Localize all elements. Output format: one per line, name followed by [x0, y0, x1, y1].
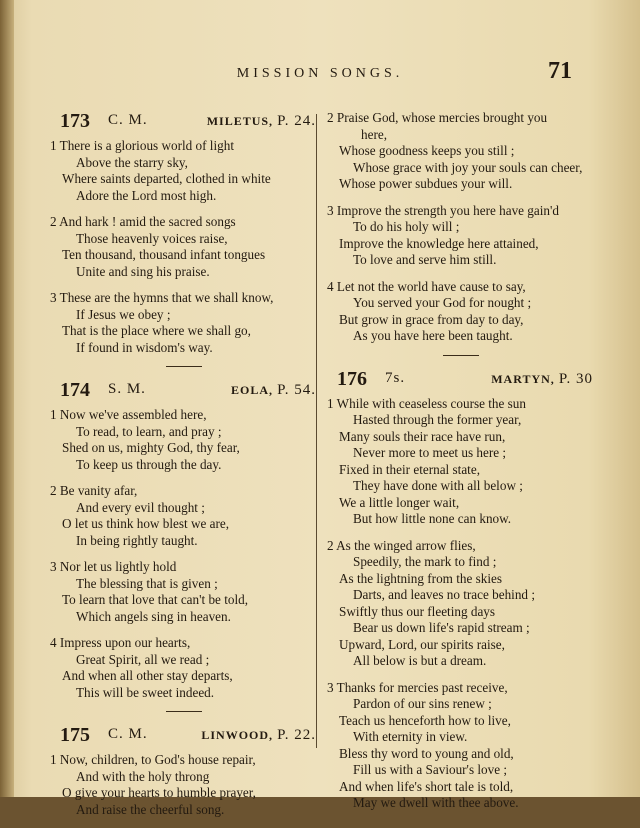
- hymn-meter: S. M.: [108, 381, 146, 397]
- hymn-173: [50, 110, 318, 356]
- tune-name: LINWOOD,: [201, 728, 278, 742]
- verse-line: To love and serve him still.: [353, 252, 497, 267]
- verse-line: O give your hearts to humble prayer,: [62, 785, 256, 800]
- verse-line: 1 Now, children, to God's house repair,: [50, 752, 256, 767]
- verse-line: Those heavenly voices raise,: [76, 230, 228, 246]
- verse-line: And with the holy throng: [76, 768, 210, 784]
- stanza: [50, 407, 318, 473]
- hymn-meter: C. M.: [108, 726, 148, 742]
- verse-line: 2 Praise God, whose mercies brought you: [327, 110, 548, 125]
- verse-line: 1 While with ceaseless course the sun: [327, 395, 526, 411]
- verse-line: Unite and sing his praise.: [76, 263, 210, 279]
- right-column: [327, 110, 595, 822]
- verse-line: 1 Now we've assembled here,: [50, 407, 207, 422]
- hymn-174: [50, 379, 318, 701]
- hymn-header: [327, 368, 595, 396]
- hymn-header: [50, 724, 318, 752]
- tune-name: MARTYN,: [491, 371, 559, 386]
- stanza: [50, 752, 318, 818]
- tune-page: P. 24.: [277, 113, 316, 129]
- verse-line: Fixed in their eternal state,: [339, 461, 480, 477]
- verse-line: You served your God for nought ;: [353, 295, 532, 310]
- hymn-meter: 7s.: [385, 369, 406, 386]
- verse-line: Great Spirit, all we read ;: [76, 651, 210, 667]
- verse-line: To read, to learn, and pray ;: [76, 423, 222, 439]
- stanza: [50, 483, 318, 549]
- running-head: MISSION SONGS.: [236, 66, 404, 81]
- verse-line: To do his holy will ;: [353, 219, 460, 234]
- verse-line: May we dwell with thee above.: [353, 795, 519, 810]
- verse-line: Bear us down life's rapid stream ;: [353, 620, 530, 635]
- verse-line: Whose goodness keeps you still ;: [339, 143, 515, 158]
- verse-line: Never more to meet us here ;: [353, 445, 507, 460]
- tune-reference: [491, 371, 593, 388]
- verse-line: Fill us with a Saviour's love ;: [353, 762, 508, 777]
- verse-line: Whose grace with joy your souls can cheer,: [353, 159, 583, 175]
- stanza: [50, 290, 318, 356]
- verse-line: Adore the Lord most high.: [76, 187, 217, 203]
- tune-page: P. 22.: [277, 727, 316, 743]
- verse-line: The blessing that is given ;: [76, 575, 218, 591]
- verse-line: 2 And hark ! amid the sacred songs: [50, 214, 236, 229]
- stanza: [50, 559, 318, 625]
- verse-line: here,: [361, 126, 387, 142]
- stanza: [327, 110, 595, 193]
- verse-line: 3 Thanks for mercies past receive,: [327, 679, 508, 695]
- hymn-separator: [443, 355, 479, 356]
- tune-page: P. 30: [558, 370, 593, 387]
- hymn-separator: [166, 366, 202, 367]
- verse-line: We a little longer wait,: [339, 494, 460, 510]
- verse-line: This will be sweet indeed.: [76, 684, 215, 700]
- hymn-176: [327, 368, 595, 812]
- verse-line: And every evil thought ;: [76, 499, 205, 515]
- verse-line: And when all other stay departs,: [62, 668, 233, 683]
- verse-line: Above the starry sky,: [76, 154, 188, 170]
- stanza: [327, 279, 595, 345]
- hymn-meter: C. M.: [108, 112, 148, 128]
- verse-line: If Jesus we obey ;: [76, 306, 171, 322]
- verse-line: 3 These are the hymns that we shall know,: [50, 290, 274, 305]
- hymn-number: 174: [60, 379, 90, 401]
- hymn-175-continued: [327, 110, 595, 345]
- verse-line: Improve the knowledge here attained,: [339, 235, 539, 251]
- hymn-number: 175: [60, 724, 90, 746]
- stanza: [50, 214, 318, 280]
- verse-line: If found in wisdom's way.: [76, 339, 213, 355]
- verse-line: To learn that love that can't be told,: [62, 592, 249, 607]
- stanza: [327, 203, 595, 269]
- verse-line: 3 Nor let us lightly hold: [50, 559, 177, 574]
- verse-line: Speedily, the mark to find ;: [353, 554, 497, 569]
- verse-line: In being rightly taught.: [76, 532, 198, 548]
- verse-line: As the lightning from the skies: [339, 570, 502, 586]
- verse-line: 2 As the winged arrow flies,: [327, 537, 476, 553]
- verse-line: But grow in grace from day to day,: [339, 311, 524, 327]
- tune-page: P. 54.: [277, 382, 316, 398]
- verse-line: Hasted through the former year,: [353, 412, 522, 427]
- hymn-header: [50, 110, 318, 138]
- tune-reference: [207, 113, 316, 130]
- verse-line: Many souls their race have run,: [339, 428, 506, 444]
- stanza: [50, 138, 318, 204]
- verse-line: Swiftly thus our fleeting days: [339, 603, 496, 619]
- verse-line: And raise the cheerful song.: [76, 801, 225, 817]
- verse-line: Shed on us, mighty God, thy fear,: [62, 440, 240, 455]
- verse-line: Upward, Lord, our spirits raise,: [339, 636, 505, 652]
- page-gutter-shadow: [0, 0, 14, 797]
- hymn-header: [50, 379, 318, 407]
- verse-line: They have done with all below ;: [353, 478, 523, 493]
- verse-line: Darts, and leaves no trace behind ;: [353, 587, 535, 602]
- tune-name: MILETUS,: [206, 114, 278, 128]
- verse-line: 4 Impress upon our hearts,: [50, 635, 191, 650]
- stanza: [327, 396, 595, 528]
- verse-line: With eternity in view.: [353, 729, 468, 744]
- verse-line: All below is but a dream.: [353, 653, 487, 668]
- verse-line: As you have here been taught.: [353, 328, 513, 343]
- tune-name: EOLA,: [231, 383, 278, 397]
- verse-line: Ten thousand, thousand infant tongues: [62, 247, 266, 262]
- verse-line: Pardon of our sins renew ;: [353, 696, 492, 711]
- stanza: [327, 680, 595, 812]
- verse-line: To keep us through the day.: [76, 456, 222, 472]
- verse-line: 1 There is a glorious world of light: [50, 138, 234, 153]
- verse-line: 2 Be vanity afar,: [50, 483, 138, 498]
- verse-line: Where saints departed, clothed in white: [62, 171, 271, 186]
- verse-line: 4 Let not the world have cause to say,: [327, 278, 526, 294]
- verse-line: And when life's short tale is told,: [339, 778, 514, 794]
- stanza: [327, 538, 595, 670]
- verse-line: But how little none can know.: [353, 511, 512, 526]
- hymn-separator: [166, 711, 202, 712]
- hymn-175: [50, 724, 318, 818]
- hymn-number: 173: [60, 110, 90, 132]
- verse-line: Bless thy word to young and old,: [339, 745, 514, 761]
- page-number: 71: [548, 58, 572, 84]
- left-column: [50, 110, 318, 828]
- verse-line: Which angels sing in heaven.: [76, 608, 231, 624]
- verse-line: That is the place where we shall go,: [62, 323, 251, 338]
- stanza: [50, 635, 318, 701]
- tune-reference: [231, 382, 316, 399]
- verse-line: O let us think how blest we are,: [62, 516, 230, 531]
- hymn-number: 176: [337, 367, 367, 390]
- tune-reference: [201, 727, 316, 744]
- verse-line: Teach us henceforth how to live,: [339, 712, 511, 728]
- verse-line: Whose power subdues your will.: [339, 176, 513, 191]
- verse-line: 3 Improve the strength you here have gain'd: [327, 202, 559, 218]
